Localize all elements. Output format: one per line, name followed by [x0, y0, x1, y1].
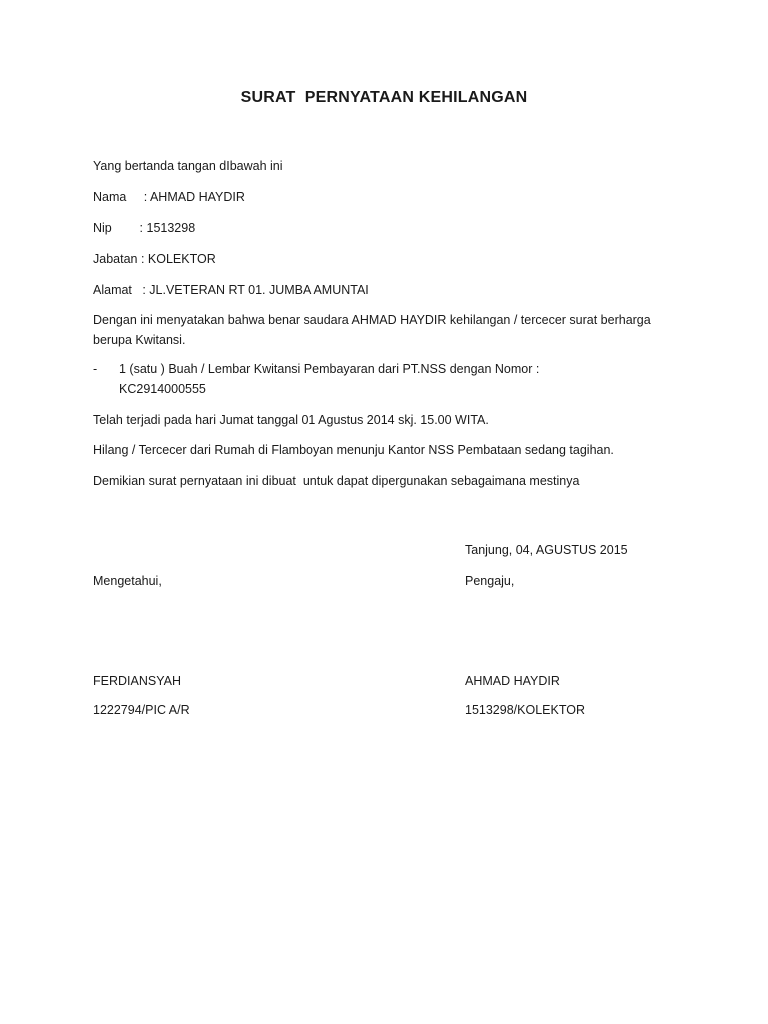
- applicant-label: Pengaju,: [465, 574, 515, 588]
- place-date: Tanjung, 04, AGUSTUS 2015: [465, 543, 628, 557]
- field-alamat-value: : JL.VETERAN RT 01. JUMBA AMUNTAI: [142, 283, 369, 297]
- closing-line: Demikian surat pernyataan ini dibuat untuk dapat dipergunakan sebagaimana mestinya: [93, 474, 580, 488]
- acknowledged-label: Mengetahui,: [93, 574, 162, 588]
- letter-title: SURAT PERNYATAAN KEHILANGAN: [240, 89, 528, 106]
- occurred-line: Telah terjadi pada hari Jumat tanggal 01 Agustus 2014 skj. 15.00 WITA.: [93, 413, 489, 427]
- field-nama: [93, 187, 245, 207]
- field-nip-value: : 1513298: [139, 221, 196, 235]
- field-nip-label: Nip: [93, 221, 140, 235]
- lost-location-line: Hilang / Tercecer dari Rumah di Flamboyan menunju Kantor NSS Pembataan sedang tagihan.: [93, 443, 614, 457]
- field-nama-value: : AHMAD HAYDIR: [143, 190, 245, 204]
- applicant-name: AHMAD HAYDIR: [465, 674, 560, 688]
- field-alamat-label: Alamat: [93, 283, 143, 297]
- field-jabatan-value: : KOLEKTOR: [140, 252, 216, 266]
- field-nama-label: Nama: [93, 190, 144, 204]
- field-jabatan: [93, 249, 216, 269]
- acknowledger-id: 1222794/PIC A/R: [93, 703, 190, 717]
- bullet-item-line2: KC2914000555: [119, 382, 206, 396]
- statement-paragraph: Dengan ini menyatakan bahwa benar saudara AHMAD HAYDIR kehilangan / tercecer surat berharga berupa Kwitansi.: [93, 313, 651, 347]
- acknowledger-name: FERDIANSYAH: [93, 674, 181, 688]
- bullet-marker: -: [93, 362, 98, 376]
- bullet-item-line1: 1 (satu ) Buah / Lembar Kwitansi Pembayaran dari PT.NSS dengan Nomor :: [119, 362, 540, 376]
- opening-line: Yang bertanda tangan dIbawah ini: [93, 159, 283, 173]
- applicant-id: 1513298/KOLEKTOR: [465, 703, 585, 717]
- field-jabatan-label: Jabatan: [93, 252, 141, 266]
- field-nip: [93, 218, 195, 238]
- field-alamat: [93, 280, 369, 300]
